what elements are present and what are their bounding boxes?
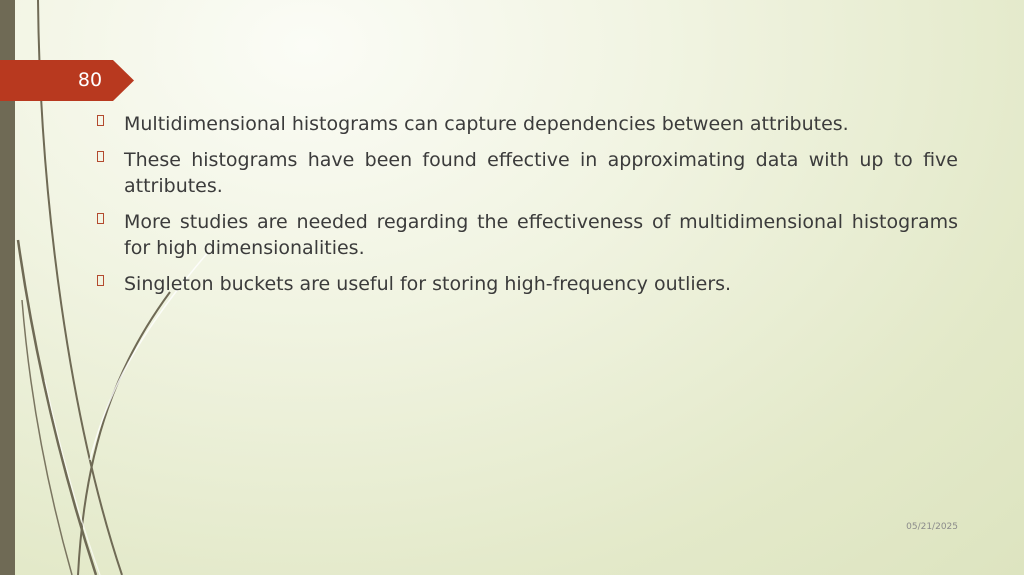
bullet-text: More studies are needed regarding the effectiveness of multidimensional histograms for high dimensionalities.: [124, 211, 958, 259]
bullet-item: [96, 111, 958, 137]
bullet-text: Singleton buckets are useful for storing high-frequency outliers.: [124, 273, 732, 295]
bullet-marker-icon: [97, 213, 104, 224]
bullet-list: [96, 111, 958, 307]
bullet-item: [96, 147, 958, 199]
bullet-marker-icon: [97, 115, 104, 126]
stem-line: [45, 380, 100, 575]
page-number: 80: [77, 69, 103, 91]
stem-line: [22, 300, 72, 575]
stem-line: [18, 240, 96, 575]
slide-date: 05/21/2025: [906, 522, 958, 532]
stem-line: [78, 292, 170, 575]
bullet-marker-icon: [97, 151, 104, 162]
bullet-item: [96, 209, 958, 261]
bullet-marker-icon: [97, 275, 104, 286]
bullet-text: These histograms have been found effective in approximating data with up to five attributes.: [124, 149, 958, 197]
bullet-text: Multidimensional histograms can capture dependencies between attributes.: [124, 113, 849, 135]
bullet-item: [96, 271, 958, 297]
